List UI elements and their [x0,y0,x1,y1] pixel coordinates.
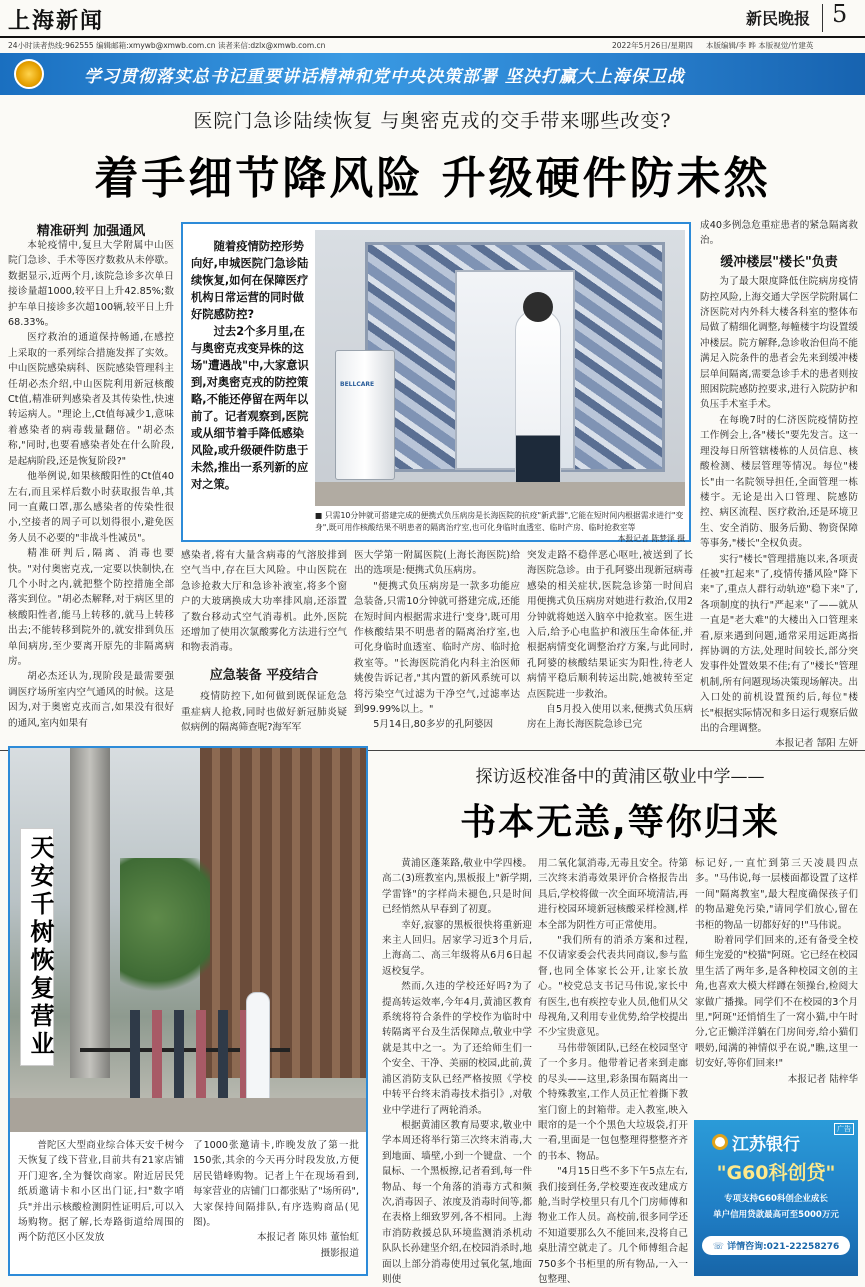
date-line: 2022年5月26日/星期四 [612,41,693,50]
bank-logo-icon [712,1134,728,1150]
page-divider [822,4,823,32]
jingye-col3-p2: 盼着同学们回来的,还有备受全校师生宠爱的"校猫"阿斑。它已经在校园里生活了两年多,是各种校园文创的主角,也喜欢大模大样蹲在领操台,检阅大家做广播操。同学们不在校园的3个月里,"阿斑"还悄悄生了一窝小猫,中午时分,它正懒洋洋躺在门房间旁,给小猫们喂奶,闻满的神情似乎在说,"瞧,这里一切安好,等你们回来!" [695,935,858,1070]
lead-col1-p3: 他举例说,如果核酸阳性的Ct值40左右,而且采样后数小时获取报告单,其同一直戴口罩,那么感染者的传染性很小,空接者的周子可以划得很小,避免医务人员不必要的"非战斗性减员"。 [8,471,174,544]
caption-text: 只需10分钟就可搭建完成的便携式负压病房是长海医院的抗疫"新武器",它能在短时间内根据需求进行"变身",既可用作核酸结果不明患者的隔离治疗室,也可化身临时血透室、临时产房、临时抢救室等 [315,511,684,532]
lead-col1-p2: 医疗救治的通道保持畅通,在感控上采取的一系列综合措施发挥了实效。中山医院感染病科、医院感染管理科主任胡必杰介绍,中山医院利用新冠核酸Ct值,精准研判感染者及其传染性,快速转运病人。"理论上,Ct值每减少1,意味着感染者的病毒载量翻倍。"胡必杰称,"同时,也要看感染者处在什么阶段,是起病阶段,还是恢复阶段?" [8,332,174,467]
trees [120,858,210,1008]
lead-col4-p1: 突发走路不稳伴恶心呕吐,被送到了长海医院急诊。由于孔阿婆出现新冠病毒感染的相关症状,医院急诊第一时间启用便携式负压病房对她进行救治,仅用2分钟就将她送入脑卒中抢救室。医生进入后,给予心电监护和液压生命体征,并根据病情变化调整治疗方案,与此同时,孔阿婆的核酸结果证实为阳性,待老人病情平稳后顺利转运出院,她被转至定点医院进一步救治。 [527,550,693,700]
lead-col5-p2: 在每晚7时的仁济医院疫情防控工作例会上,各"楼长"要先发言。这一理没每日所管辖楼栋的人员信息、核酸检测、楼层管理等情况。每位"楼长"由一名院领导担任,全面管理一栋楼宇。无论是出入口管理、院感防控、病区流程、医疗救治,还是环境卫生、安全消防、服务后勤、物资保障等事务,"楼长"全权负责。 [700,414,858,550]
tianan-p1: 普陀区大型商业综合体天安千树今天恢复了线下营业,目前共有21家店铺开门迎客,全为餐饮商家。附近居民凭纸质邀请卡和小区出门证,扫"数字哨兵"并出示核酸检测阴性证明后,可以入场购物。据了解,长寿路街道给周围的两个防范区小区发放 [18,1140,184,1244]
ad-line2: 单户信用贷款最高可至5000万元 [713,1210,839,1220]
floor [315,482,685,506]
banner-logo-icon [14,59,44,89]
hotline-line: 24小时读者热线:962555 编辑邮箱:xmywb@xmwb.com.cn 读者来信:dzlx@xmwb.com.cn [8,41,326,50]
masthead-rule [0,36,865,38]
ad-product: "G60科创贷" [716,1162,836,1184]
lead-col3-p3: 5月14日,80多岁的孔阿婆因 [373,719,494,731]
caption-bullet-icon: ■ [315,511,325,520]
page-number: 5 [832,0,848,28]
jingye-kicker: 探访返校准备中的黄浦区敬业中学—— [475,767,765,787]
jingye-col1-p4: 根据黄浦区教育局要求,敬业中学本周还将举行第三次终末消毒,大到地面、墙壁,小到一个键盘、一个鼠标、一个黑板擦,记者看到,每一件物品、每一个角落的消毒方式和频次,消毒因子、浓度及消毒时间等,都在表格上细致罗列,各不相同。上海市消防救援总队环境监测消杀机动队队长孙建坚介绍,在校园消杀时,地面以上部分消毒使用过氧化氢,地面则使 [382,1119,533,1285]
doctor-head [523,292,553,322]
tianan-col1 [18,1138,184,1272]
lead-col5-p0: 成40多例急危重症患者的紧急隔离救治。 [700,220,858,247]
mall-queue-photo [10,748,366,1132]
section-title: 上海新闻 [8,8,105,34]
lead-col2-p1: 感染者,将有大量含病毒的气溶胶排到空气当中,存在巨大风险。中山医院在急诊抢救大厅和急诊补液室,将多个窗户的大玻璃换成大功率排风扇,还添置了数台移动式空气消毒机。此外,医院还增加了使用次氯酸雾化方法进行空气和物表消毒。 [181,550,347,654]
ad-phone: ☏ 详情咨询:021-22258276 [702,1236,850,1255]
lead-col3-p2: "便携式负压病房是一款多功能应急装备,只需10分钟就可搭建完成,还能在短时间内根据需求进行'变身',既可用作核酸结果不明患者的隔离治疗室,也可化身临时血透室、临时产房、临时抢救室等。"长海医院消化内科主治医师姚俊告诉记者,"其内置的新风系统可以将污染空气过滤为干净空气,过滤率达到99.99%以上。" [354,580,520,716]
lead-col3-p1: 医大学第一附属医院(上海长海医院)给出的选项是:便携式负压病房。 [354,550,520,577]
lead-col2-p2: 疫情防控下,如何做到既保证危急重症病人抢救,同时也做好新冠肺炎疑似病例的隔离筛查呢?海军军 [181,691,347,734]
tianan-byline: 本报记者 陈贝炜 董怡虹 [256,1232,359,1244]
doctor-figure [515,310,561,490]
lead-col1 [8,238,174,746]
jingye-byline: 本报记者 陆梓华 [787,1073,858,1085]
lead-col3 [354,548,520,746]
jingye-col1 [382,856,533,1285]
intro-p1: 随着疫情防控形势向好,申城医院门急诊陆续恢复,如何在保障医疗机构日常运营的同时做好院感防控? [191,240,309,321]
lead-headline: 着手细节降风险 升级硬件防未然 [94,153,771,204]
jingye-col1-p1: 黄浦区蓬莱路,敬业中学四楼。高二(3)班教室内,黑板报上"新学期,学雷锋"的字样尚未褪色,只是时间已经悄然从早春到了初夏。 [382,858,532,916]
jingye-headline: 书本无恙,等你归来 [460,802,780,843]
tianan-vertical-title [20,828,54,1066]
tianan-title-text: 天安千树恢复营业 [26,835,54,1059]
protective-suit-worker [246,992,270,1102]
negative-pressure-room-photo [315,230,685,506]
jingye-col1-p3: 然而,久违的学校还好吗?为了提高转运效率,今年4月,黄浦区教育系统将符合条件的学校作为临时中转隔离平台及生活保障点,敬业中学就是其中之一。为了还给师生们一个安全、干净、美丽的校园,此前,黄浦区消防支队已经严格按照《学校中转平台终末消毒技术指引》,对敬业中学进行了两轮消杀。 [382,981,533,1116]
ground [10,1098,366,1132]
jingye-col3 [695,856,858,1116]
paper-name: 新民晚报 [746,9,811,28]
jingye-col2-p1: 用二氧化氯消毒,无毒且安全。待第三次终末消毒效果评价合格报告出具后,学校将做一次全面环境清洁,再进行校园环境新冠核酸采样检测,样本全部为阴性方可正常使用。 [538,858,689,931]
banner-text: 学习贯彻落实总书记重要讲话精神和党中央决策部署 坚决打赢大上海保卫战 [84,67,685,87]
lead-byline: 本报记者 郜阳 左妍 [775,738,858,750]
bank-ad[interactable] [694,1120,858,1276]
lead-col1-p5: 胡必杰还认为,现阶段是最需要强调医疗场所室内空气通风的时候。这是因为,对于奥密克戎而言,如果没有很好的通风,室内如果有 [8,671,174,729]
medical-machine [335,350,395,480]
intro-text [191,238,309,493]
bank-name: 江苏银行 [732,1135,800,1155]
ad-tag: 广告 [834,1123,854,1135]
lead-col2 [181,548,347,746]
tianan-p2: 了1000张邀请卡,昨晚发放了第一批150张,其余的今天再分时段发放,方便居民错峰购物。记者上午在现场看到,每家营业的店铺门口都张贴了"场所码",大家保持间隔排队,有序选购商品(见图)。 [193,1140,359,1229]
subhead-buffer-floor: 缓冲楼层"楼长"负责 [720,254,838,270]
ad-line1: 专项支持G60科创企业成长 [724,1194,828,1204]
lead-col1-p1: 本轮疫情中,复旦大学附属中山医院门急诊、手术等医疗数救从未停歇。数据显示,近两个月,该院急诊多次单日接诊量超1000,较平日上升42.85%;数护车单日接诊多次超100辆,较平日上升68.33%。 [8,240,174,329]
photo-caption [315,510,685,545]
tianan-box [8,746,368,1276]
editors-line: 本版编辑/李 晔 本版视觉/竹建英 [706,41,814,50]
machine-brand-label: BELLCARE [340,381,375,388]
lead-col4 [527,548,693,746]
slogan-banner [0,53,865,95]
lead-col4-p2: 自5月投入使用以来,便携式负压病房在上海长海医院急诊已完 [527,704,693,731]
jingye-col2-p3: 马伟带领团队,已经在校园坚守了一个多月。他带着记者来到走廊的尽头——这里,彩条围布隔离出一个特殊教室,工作人员正忙着撕下教室门窗上的封箱带。走入教室,映入眼帘的是一个个黑色大垃圾袋,打开一看,里面是一包包整理得整整齐齐的书本、物品。 [538,1042,688,1162]
tianan-col2 [193,1138,359,1272]
photo-credit: 本报记者 陈梦泽 摄 [617,534,685,543]
jingye-col2 [538,856,689,1285]
jingye-col3-p1: 标记好,一直忙到第三天凌晨四点多。"马伟说,每一层楼面都设置了这样一间"隔离教室",最大程度确保孩子们的物品避免污染,"请同学们放心,留在书柜的物品一切都好好的!"马伟说。 [695,858,858,931]
lead-col5-p3: 实行"楼长"管理措施以来,各项责任被"扛起来"了,疫情传播风险"降下来"了,重点人群行动轨迹"稳下来"了,各项制度的执行"严起来"了——就从一直是"老大难"的大楼出入口管理来看,原来遇到问题,通常采用远距离指挥协调的方法,处理时间较长,部分突发事件处置效果不佳;有了"楼长"管理机制,所有问题现场决策现场解决。出入口处的前机设置预约后,每位"楼长"根据实际情况和多日运行观察后做出的合理调整。 [700,553,858,734]
jingye-col2-p2: "我们所有的消杀方案和过程,不仅请家委会代表共同商议,参与监督,也同全体家长公开,让家长放心。"校党总支书记马伟说,家长中有医生,也有疾控专业人员,他们从父母视角,又利用专业优势,给学校提出不少宝贵意见。 [538,935,689,1039]
lead-col5 [700,218,858,750]
intro-p2: 过去2个多月里,在与奥密克戎变异株的这场"遭遇战"中,大家意识到,对奥密克戎的防控策略,不能还停留在两年以前了。记者观察到,医院或从细节着手降低感染风险,或升级硬件防患于未然,推出一系列新的应对之策。 [191,325,309,491]
subhead-precision: 精准研判 加强通风 [36,224,146,239]
jingye-col2-p4: "4月15日些不多下午5点左右,我们接到任务,学校要连夜改建成方舱,当时学校里只有几个门房师傅和物业工作人员。高校前,很多同学还不知道要那么久不能回来,没将自己桌肚清空就走了。几个师傅组合起750多个书柜里的所有物品,一入一包整理、 [538,1166,688,1285]
lead-kicker: 医院门急诊陆续恢复 与奥密克戎的交手带来哪些改变? [193,110,672,132]
intro-box [181,222,691,542]
lead-col5-p1: 为了最大限度降低住院病房疫情防控风险,上海交通大学医学院附属仁济医院对内外科大楼各科室的整体布局做了精细化调整,每幢楼宇均设置缓冲楼层。院方解释,急诊收治但尚不能满足入院条件的患者会先来到缓冲楼层单间隔离,需要急诊手术的患者则按照困院院感防控要求,进行入院防护和负压手术室手术。 [700,276,858,411]
subhead-emergency: 应急装备 平疫结合 [209,667,319,683]
concrete-pillar [70,748,110,1078]
jingye-col1-p2: 幸好,寂寥的黑板很快将重新迎来主人回归。居家学习近3个月后,上海高二、高三年级将从6月6日起返校复学。 [382,919,532,977]
tianan-photo-credit: 摄影报道 [320,1247,359,1259]
lead-col1-p4: 精准研判后,隔离、消毒也要快。"对付奥密克戎,一定要以快制快,在几个小时之内,就把整个防控措施全部落实到位。"胡必杰解释,对于病区里的核酸阳性者,能马上转移的,就马上转移出去;不能转移到院外的,就安排到负压单间病房,至少要离开原先的非隔离病房。 [8,548,174,667]
